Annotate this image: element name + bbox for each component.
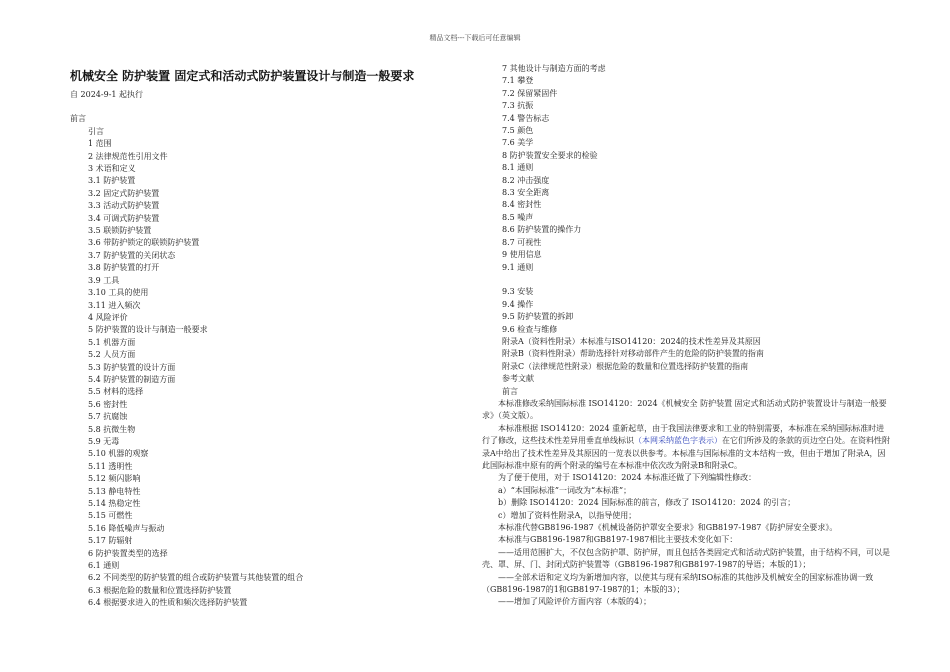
toc-item: 3.3 活动式防护装置 <box>88 201 160 211</box>
toc-item: 7.4 警告标志 <box>502 113 550 123</box>
toc-item: 8.3 安全距离 <box>502 188 550 198</box>
toc-item: 1 范围 <box>88 139 112 149</box>
toc-item: 4 风险评价 <box>88 312 128 322</box>
toc-item: 3.2 固定式防护装置 <box>88 188 160 198</box>
toc-item: 3.11 进入频次 <box>88 300 141 310</box>
body-text: 本标准根据 ISO14120：2024 重新起草，由于我国法律要求和工业的特别需要，本标准在采纳国际标准时进行了修改，这些技术性差异用垂直单线标识 <box>482 423 885 446</box>
toc-item: 7.5 颜色 <box>502 126 534 136</box>
body-list-item: c）增加了资料性附录A，以指导使用； <box>498 510 637 520</box>
toc-item: 6.4 根据要求进入的性质和频次选择防护装置 <box>88 598 248 608</box>
body-paragraph: 本标准代替GB8196-1987《机械设备防护罩安全要求》和GB8197-1987《防护屏安全要求》。 <box>498 523 838 533</box>
toc-item: 5.4 防护装置的制造方面 <box>88 374 176 384</box>
toc-item: 5.12 频闪影响 <box>88 474 141 484</box>
toc-item: 3.7 防护装置的关闭状态 <box>88 250 176 260</box>
body-dash-item: ——适用范围扩大，不仅包含防护罩、防护屏，而且包括各类固定式和活动式防护装置，由于结构不同，可以是壳、罩、屏、门、封闭式防护装置等（GB8196-1987和GB8197-1987的导语；本版的1）； <box>482 547 890 570</box>
toc-item: 8.5 噪声 <box>502 212 534 222</box>
effective-date: 自 2024-9-1 起执行 <box>70 90 144 99</box>
toc-item: 7.1 攀登 <box>502 76 534 86</box>
toc-item: 3.5 联锁防护装置 <box>88 226 152 236</box>
body-paragraph: 本标准修改采纳国际标准 ISO14120：2024《机械安全 防护装置 固定式和活动式防护装置设计与制造一般要求》（英文版）。 <box>482 398 887 421</box>
body-list-item: a）“本国际标准”一词改为“本标准”； <box>498 485 632 495</box>
toc-item: 5.5 材料的选择 <box>88 387 144 397</box>
toc-item: 8.2 冲击强度 <box>502 175 550 185</box>
toc-item: 前言 <box>502 386 518 396</box>
blue-marker-text: （本网采纳蓝色字表示） <box>634 436 722 446</box>
toc-item: 3 术语和定义 <box>88 164 136 174</box>
toc-right-list-a <box>482 63 892 274</box>
toc-foreword: 前言 <box>70 114 86 124</box>
toc-item: 7.3 抗振 <box>502 101 534 111</box>
toc-item: 3.6 带防护锁定的联锁防护装置 <box>88 238 200 248</box>
toc-item: 5.11 透明性 <box>88 461 133 471</box>
body-paragraph: 为了便于使用，对于 ISO14120：2024 本标准还做了下列编辑性修改： <box>498 473 757 483</box>
toc-item: 3.10 工具的使用 <box>88 288 149 298</box>
toc-item: 9.5 防护装置的拆卸 <box>502 312 574 322</box>
toc-item: 8.1 通则 <box>502 163 534 173</box>
toc-item: 9 使用信息 <box>502 250 542 260</box>
toc-introduction: 引言 <box>88 126 104 136</box>
toc-item: 9.1 通则 <box>502 262 534 272</box>
toc-item: 3.4 可调式防护装置 <box>88 213 160 223</box>
toc-item: 5.3 防护装置的设计方面 <box>88 362 176 372</box>
toc-item: 5.15 可燃性 <box>88 511 133 521</box>
toc-item: 8.6 防护装置的操作力 <box>502 225 582 235</box>
toc-item: 7 其他设计与制造方面的考虑 <box>502 64 606 73</box>
body-paragraph: 本标准与GB8196-1987和GB8197-1987相比主要技术变化如下： <box>498 535 738 545</box>
toc-item: 9.6 检查与维修 <box>502 324 558 334</box>
body-list-item: b）删除 ISO14120：2024 国际标准的前言，修改了 ISO14120：2024 的引言； <box>498 498 796 508</box>
toc-item: 6.2 不同类型的防护装置的组合或防护装置与其他装置的组合 <box>88 573 304 583</box>
left-column <box>70 68 460 610</box>
toc-item: 6 防护装置类型的选择 <box>88 548 168 558</box>
toc-item: 5.2 人员方面 <box>88 350 136 360</box>
body-dash-item: ——全部术语和定义均为新增加内容，以使其与现有采纳ISO标准的其他涉及机械安全的国家标准协调一致（GB8196-1987的1和GB8197-1987的1；本版的3）； <box>482 572 874 595</box>
toc-item: 附录B（资料性附录）帮助选择针对移动部件产生的危险的防护装置的指南 <box>502 349 764 359</box>
toc-item: 2 法律规范性引用文件 <box>88 151 168 161</box>
toc-item: 9.3 安装 <box>502 287 534 297</box>
toc-item: 5.10 机器的观察 <box>88 449 149 459</box>
toc-item: 5 防护装置的设计与制造一般要求 <box>88 325 208 335</box>
toc-item: 7.6 美学 <box>502 138 534 148</box>
toc-item: 5.6 密封性 <box>88 399 128 409</box>
toc-item: 5.13 静电特性 <box>88 486 141 496</box>
toc-item: 参考文献 <box>502 374 534 384</box>
toc-item: 5.9 无毒 <box>88 436 120 446</box>
body-dash-item: ——增加了风险评价方面内容（本版的4）； <box>498 597 652 607</box>
toc-item: 7.2 保留紧固件 <box>502 88 558 98</box>
toc-item: 3.9 工具 <box>88 275 120 285</box>
toc-item: 5.16 降低噪声与振动 <box>88 523 165 533</box>
body-text: 在它们所涉及的条款的页边空白处。在资料性附录A中给出了技术性差异及其原因的一览表以供参考。本标准与国际标准的文本结构一致，但由于增加了附录A，因此国际标准中原有的两个附录的编号在本标准中依次改为附录B和附录C。 <box>482 436 890 470</box>
toc-item: 8 防护装置安全要求的检验 <box>502 150 598 160</box>
toc-gap <box>482 274 892 286</box>
toc-item: 5.7 抗腐蚀 <box>88 412 128 422</box>
toc-item: 8.7 可视性 <box>502 237 542 247</box>
toc-item: 附录C（法律规范性附录）根据危险的数量和位置选择防护装置的指南 <box>502 361 749 371</box>
body-paragraph-differences <box>482 423 892 473</box>
toc-item: 5.8 抗微生物 <box>88 424 136 434</box>
toc-item: 9.4 操作 <box>502 299 534 309</box>
document-header-note: 精品文档---下载后可任意编辑 <box>429 34 521 42</box>
toc-item: 6.1 通则 <box>88 561 120 571</box>
toc-item: 附录A（资料性附录）本标准与ISO14120：2024的技术性差异及其原因 <box>502 336 761 346</box>
toc-left-list <box>70 138 460 609</box>
toc-item: 3.1 防护装置 <box>88 176 136 186</box>
right-column <box>482 63 892 609</box>
toc-item: 6.3 根据危险的数量和位置选择防护装置 <box>88 585 232 595</box>
toc-item: 3.8 防护装置的打开 <box>88 263 160 273</box>
document-title: 机械安全 防护装置 固定式和活动式防护装置设计与制造一般要求 <box>70 69 415 83</box>
toc-item: 5.17 防辐射 <box>88 536 133 546</box>
toc-item: 5.1 机器方面 <box>88 337 136 347</box>
toc-item: 8.4 密封性 <box>502 200 542 210</box>
toc-item: 5.14 热稳定性 <box>88 499 141 508</box>
toc-right-list-b <box>482 286 892 398</box>
